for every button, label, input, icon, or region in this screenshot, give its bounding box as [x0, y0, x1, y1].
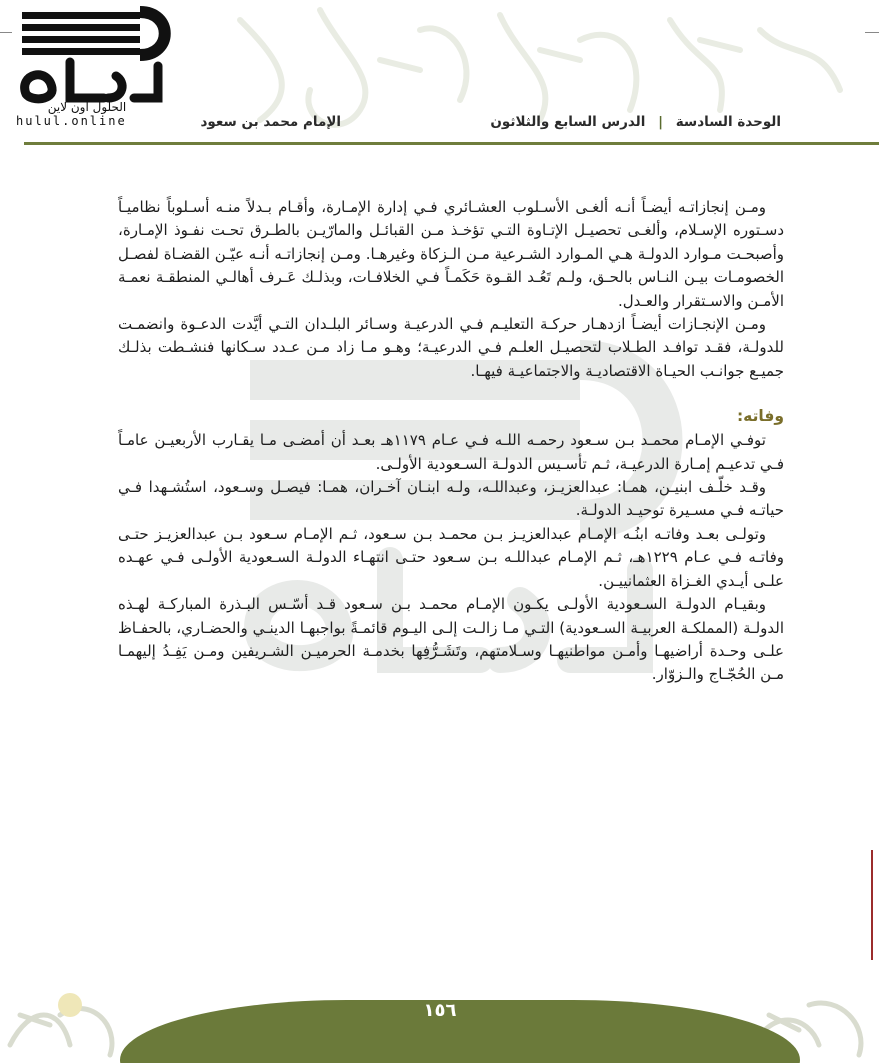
logo-subtitle: الحلول اون لاين	[47, 100, 127, 114]
paragraph: وبقيـام الدولـة السـعودية الأولـى يكـون الإمـام محمـد بـن سـعود قـد أسّـس البـذرة المباركـة لهـذه الدولـة (المملكـة العربيـة السـعودية) التـي مـا زالـت إلـى اليـوم قائمـةً بواجبهـا الدينـي والحضـاري، بالحفـاظ علـى وحـدة أراضيهـا وأمـن مواطنيهـا وسـلامتهم، وتَشَـرُّفِها بخدمـة الحرميـن الشـريفين ومـن يَفِـدُ إليهمـا مـن الحُجّـاج والـزوّار.	[118, 595, 784, 684]
breadcrumb-unit: الوحدة السادسة	[675, 114, 781, 130]
lesson-title: الإمام محمد بن سعود	[200, 114, 341, 130]
page-edge-mark	[871, 850, 873, 960]
breadcrumb-separator: |	[658, 114, 664, 130]
page-header	[0, 100, 879, 150]
paragraph: وتولـى بعـد وفاتـه ابنُـه الإمـام عبدالعزيـز بـن محمـد بـن سـعود، ثـم الإمـام سـعود بـن عبدالعزيـز حتـى وفاتـه فـي عـام ١٢٢٩هـ، ثـم الإمـام عبداللـه بـن سـعود حتـى انتهـاء الدولـة السـعودية الأولـى فـي عهـده علـى أيـدي الغـزاة العثمانييـن.	[118, 524, 784, 590]
logo-url: hulul.online	[16, 114, 127, 128]
page-footer	[0, 980, 879, 1063]
crop-mark-right	[865, 32, 879, 33]
paragraph: ومـن إنجازاتـه أيضـاً أنـه ألغـى الأسـلوب العشـائري فـي إدارة الإمـارة، وأقـام بـدلاً منـه أسـلوباً نظاميـاً دسـتوره الإسـلام، وألغـى تحصيـل الإتـاوة التـي تؤخـذ مـن القبائـل والمارّيـن بالطـرق تحـت نفـوذ الإمـارة، وأصبحـت مـوارد الدولـة هـي المـوارد الشـرعية مـن الـزكاة وغيرهـا. ومـن إنجازاتـه أنـه عيّـن القضـاة لفصـل الخصومـات بيـن النـاس بالحـق، ولـم تَعُـد القـوة حَكَمـاً فـي الخلافـات، وبذلـك عَـرف أهالـي المنطقـة نعمـة الأمـن والاسـتقرار والعـدل.	[118, 198, 784, 310]
breadcrumb-lesson: الدرس السابع والثلاثون	[490, 114, 646, 130]
section-title: وفاته:	[736, 407, 784, 426]
header-divider	[24, 142, 879, 145]
lesson-content	[118, 196, 784, 687]
page-number: ١٥٦	[423, 1000, 457, 1021]
paragraph: وقـد خلّـف ابنيـن، همـا: عبدالعزيـز، وعبداللـه، ولـه ابنـان آخـران، همـا: فيصـل وسـعود، استُشـهدا فـي حياتـه فـي مسـيرة توحيـد الدولـة.	[118, 478, 784, 520]
breadcrumb	[490, 114, 781, 130]
paragraph: ومـن الإنجـازات أيضـاً ازدهـار حركـة التعليـم فـي الدرعيـة وسـائر البلـدان التـي أيَّدت الدعـوة وانضمـت للدولـة، فقـد توافـد الطـلاب لتحصيـل العلـم فـي الدرعيـة؛ وهـو مـا زاد مـن عـدد سـكانها فنشـطت بذلـك جميـع جوانـب الحيـاة الاقتصاديـة والاجتماعيـة فيهـا.	[118, 315, 784, 380]
paragraph: توفـي الإمـام محمـد بـن سـعود رحمـه اللـه فـي عـام ١١٧٩هـ بعـد أن أمضـى مـا يقـارب الأربعيـن عامـاً فـي تدعيـم إمـارة الدرعيـة، ثـم تأسـيس الدولـة السـعودية الأولـى.	[118, 431, 784, 473]
